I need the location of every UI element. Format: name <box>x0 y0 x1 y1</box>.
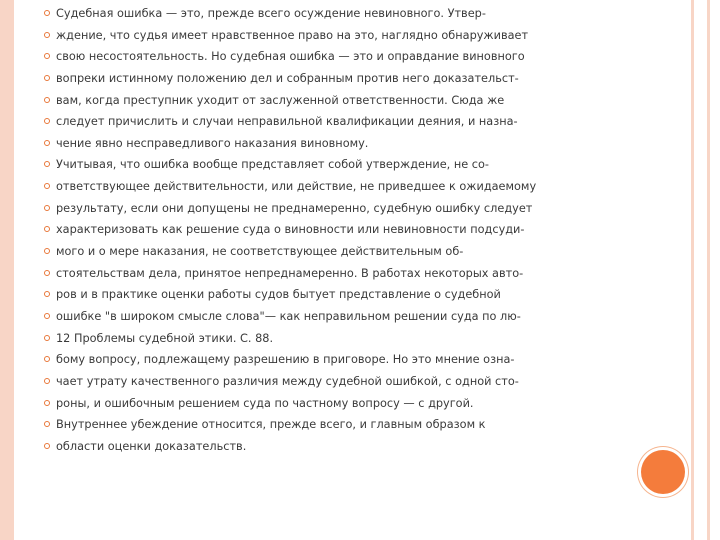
bullet-text: бому вопросу, подлежащему разрешению в приговоре. Но это мнение озна- <box>56 353 515 367</box>
bullet-line <box>44 284 614 306</box>
bullet-icon <box>44 10 50 16</box>
bullet-line <box>44 133 614 155</box>
bullet-icon <box>44 140 50 146</box>
bullet-text: мого и о мере наказания, не соответствующее действительным об- <box>56 245 464 259</box>
bullet-line <box>44 414 614 436</box>
bullet-icon <box>44 118 50 124</box>
bullet-line <box>44 436 614 458</box>
bullet-line <box>44 176 614 198</box>
bullet-text: ждение, что судья имеет нравственное право на это, наглядно обнаруживает <box>56 28 529 42</box>
bullet-text: ответствующее действительности, или действие, не приведшее к ожидаемому <box>56 180 537 194</box>
bullet-line <box>44 111 614 133</box>
bullet-icon <box>44 205 50 211</box>
right-frame-inner-line <box>707 0 710 540</box>
bullet-text: области оценки доказательств. <box>56 439 247 453</box>
bullet-icon <box>44 335 50 341</box>
left-frame-border <box>0 0 14 540</box>
bullet-icon <box>44 161 50 167</box>
bullet-icon <box>44 53 50 59</box>
bullet-text: Внутреннее убеждение относится, прежде всего, и главным образом к <box>56 418 486 432</box>
bullet-icon <box>44 421 50 427</box>
bullet-text: чает утрату качественного различия между судебной ошибкой, с одной сто- <box>56 374 519 388</box>
bullet-line <box>44 154 614 176</box>
slide-text-body <box>44 3 614 457</box>
bullet-text: следует причислить и случаи неправильной квалификации деяния, и назна- <box>56 115 518 129</box>
bullet-line <box>44 263 614 285</box>
bullet-text: вопреки истинному положению дел и собранным против него доказательст- <box>56 71 519 85</box>
bullet-icon <box>44 443 50 449</box>
bullet-text: характеризовать как решение суда о виновности или невиновности подсуди- <box>56 223 525 237</box>
bullet-text: Судебная ошибка — это, прежде всего осуждение невиновного. Утвер- <box>56 7 486 20</box>
bullet-text: стоятельствам дела, принятое непреднамеренно. В работах некоторых авто- <box>56 266 524 280</box>
bullet-text: ошибке "в широком смысле слова"— как неправильном решении суда по лю- <box>56 309 521 323</box>
right-frame-border <box>691 0 720 540</box>
bullet-text: Учитывая, что ошибка вообще представляет собой утверждение, не со- <box>56 158 489 172</box>
bullet-text: роны, и ошибочным решением суда по частному вопросу — с другой. <box>56 396 474 410</box>
bullet-text: ров и в практике оценки работы судов бытует представление о судебной <box>56 288 501 302</box>
bullet-icon <box>44 291 50 297</box>
bullet-icon <box>44 32 50 38</box>
bullet-line <box>44 90 614 112</box>
bullet-line <box>44 349 614 371</box>
bullet-text: свою несостоятельность. Но судебная ошибка — это и оправдание виновного <box>56 50 525 64</box>
bullet-icon <box>44 226 50 232</box>
bullet-line <box>44 68 614 90</box>
bullet-icon <box>44 356 50 362</box>
bullet-icon <box>44 248 50 254</box>
bullet-line <box>44 46 614 68</box>
bullet-text: вам, когда преступник уходит от заслуженной ответственности. Сюда же <box>56 93 505 107</box>
bullet-text: чение явно несправедливого наказания виновному. <box>56 136 369 150</box>
bullet-line <box>44 241 614 263</box>
bullet-line <box>44 393 614 415</box>
bullet-line <box>44 306 614 328</box>
bullet-text: результату, если они допущены не преднамеренно, судебную ошибку следует <box>56 201 533 215</box>
bullet-icon <box>44 270 50 276</box>
bullet-line <box>44 25 614 47</box>
bullet-line <box>44 219 614 241</box>
bullet-line <box>44 371 614 393</box>
bullet-icon <box>44 183 50 189</box>
bullet-icon <box>44 97 50 103</box>
bullet-icon <box>44 75 50 81</box>
bullet-line <box>44 328 614 350</box>
bullet-line <box>44 198 614 220</box>
bullet-text: 12 Проблемы судебной этики. С. 88. <box>56 331 274 345</box>
bullet-icon <box>44 378 50 384</box>
bullet-icon <box>44 400 50 406</box>
bullet-icon <box>44 313 50 319</box>
orange-circle-icon <box>641 450 685 494</box>
bullet-line <box>44 3 614 25</box>
